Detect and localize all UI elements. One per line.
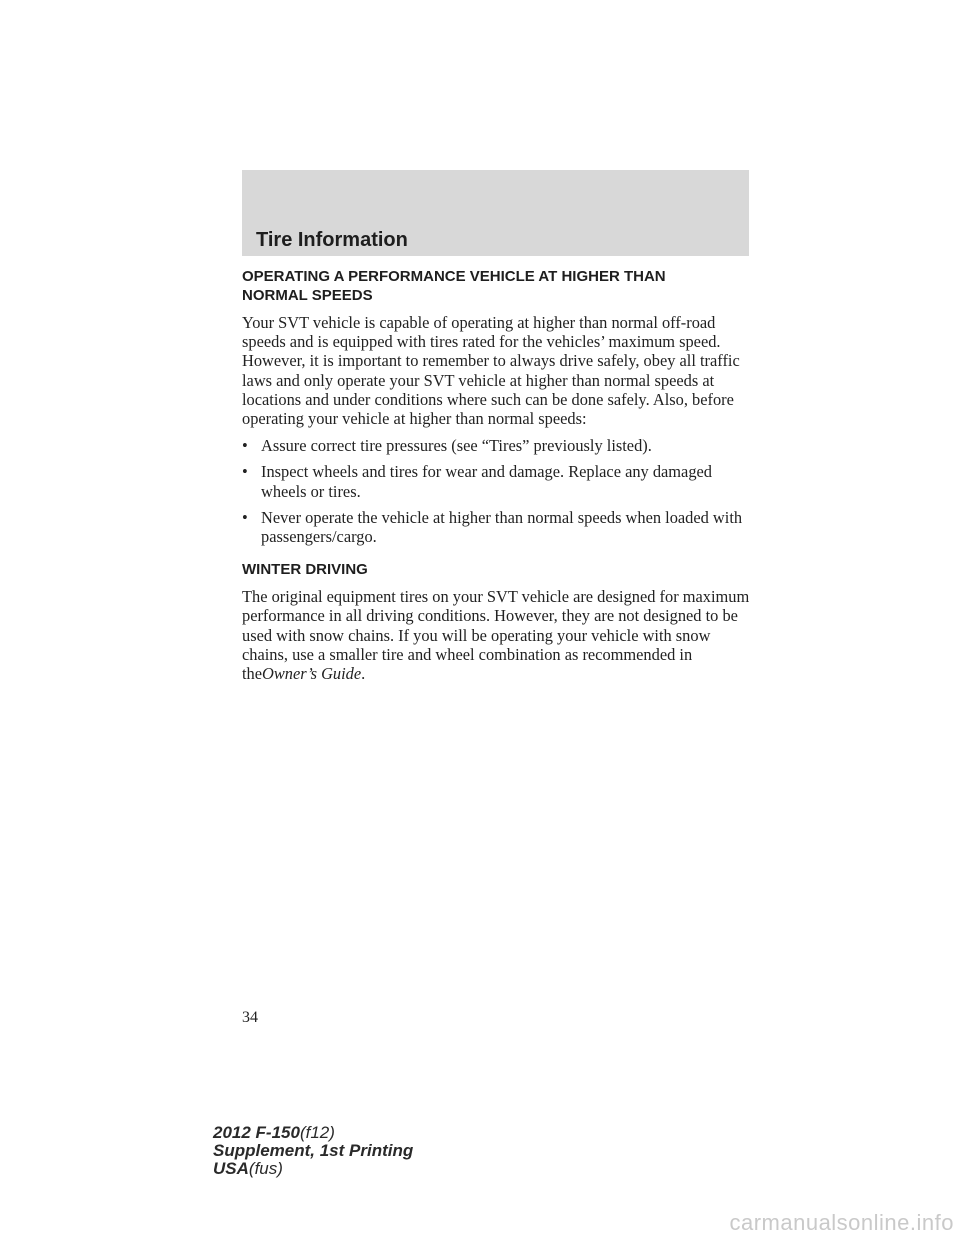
heading-line-2: NORMAL SPEEDS [242,287,373,304]
footer-edition: Supplement, 1st Printing [213,1141,414,1160]
performance-bullet-list [242,436,757,546]
watermark: carmanualsonline.info [729,1210,954,1235]
page-number: 34 [242,1009,258,1026]
winter-paragraph-end: . [361,664,366,684]
list-item-text: Inspect wheels and tires for wear and damage. Replace any damaged wheels or tires. [261,462,712,501]
bullet-icon: • [242,462,248,482]
heading-line-1: OPERATING A PERFORMANCE VEHICLE AT HIGHER THAN [242,268,666,285]
footer-model: 2012 F-150 [213,1123,300,1142]
owners-guide-reference: Owner’s Guide [262,664,362,684]
footer-model-code: (f12) [299,1123,335,1142]
list-item-text: Assure correct tire pressures (see “Tires” previously listed). [261,436,652,456]
section-heading-performance [242,267,757,305]
winter-paragraph-text: The original equipment tires on your SVT vehicle are designed for maximum performance in all driving conditions. However, they are not designed to be used with snow chains. If you will be operating your vehicle with snow chains, use a smaller tire and wheel combination as recommended in the [242,587,750,684]
footer-market-code: (fus) [248,1159,283,1178]
list-item [242,508,757,546]
list-item [242,436,757,455]
page-title: Tire Information [256,229,408,251]
list-item-text: Never operate the vehicle at higher than normal speeds when loaded with passengers/cargo. [261,507,743,547]
section-heading-winter: WINTER DRIVING [242,561,368,579]
print-footer [213,1124,413,1178]
footer-market: USA [213,1159,249,1178]
winter-paragraph [242,587,757,683]
list-item [242,462,757,500]
bullet-icon: • [242,507,248,527]
bullet-icon: • [242,436,248,456]
page-content [242,267,757,691]
performance-paragraph: Your SVT vehicle is capable of operating at higher than normal off-road speeds and is equipped with tires rated for the vehicles’ maximum speed. However, it is important to remember to always drive safely, obey all traffic laws and only operate your SVT vehicle at higher than normal speeds at locations and under conditions where such can be done safely. Also, before operating your vehicle at higher than normal speeds: [242,313,740,429]
